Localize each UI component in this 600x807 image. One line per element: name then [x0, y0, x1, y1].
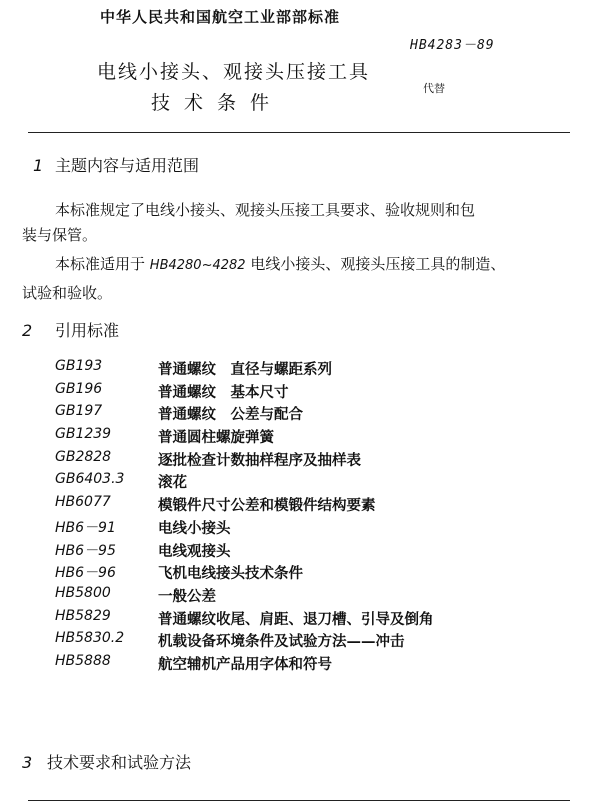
section-heading-1: [33, 153, 199, 176]
document-title-line-1: 电线小接头、观接头压接工具: [97, 61, 371, 83]
reference-title: 航空辅机产品用字体和符号: [158, 655, 332, 673]
reference-title: 逐批检查计数抽样程序及抽样表: [158, 451, 361, 469]
paragraph-text: 电线小接头、观接头压接工具的制造、: [250, 255, 506, 273]
standard-code: HB4283－89: [410, 38, 495, 53]
section-title: 引用标准: [55, 321, 120, 340]
reference-title: 电线小接头: [158, 519, 231, 537]
reference-code: HB6－96: [55, 565, 116, 582]
issuing-organization: 中华人民共和国航空工业部部标准: [100, 8, 341, 26]
reference-code: HB5888: [55, 652, 111, 669]
reference-title: 飞机电线接头技术条件: [158, 565, 303, 583]
reference-code: GB193: [55, 358, 103, 374]
reference-code: HB6－95: [55, 542, 116, 559]
section-number: 2: [22, 321, 33, 340]
header-divider: [28, 132, 570, 133]
paragraph-1-line-1: 本标准规定了电线小接头、观接头压接工具要求、验收规则和包: [55, 201, 476, 219]
standard-range-code: HB4280~4282: [149, 258, 246, 273]
section-title: 主题内容与适用范围: [55, 156, 200, 175]
paragraph-2-line-1: [55, 250, 505, 280]
reference-title: 普通螺纹 基本尺寸: [158, 383, 289, 401]
reference-title: 普通螺纹 公差与配合: [158, 406, 303, 424]
reference-code: GB1239: [55, 426, 112, 443]
reference-code: HB6077: [55, 494, 111, 511]
section-heading-3: [22, 750, 191, 773]
paragraph-2-line-2: 试验和验收。: [22, 284, 113, 302]
reference-title: 电线观接头: [158, 542, 231, 560]
document-title-line-2: 技术条件: [151, 92, 284, 114]
reference-code: GB197: [55, 403, 103, 420]
reference-code: HB6－91: [55, 519, 116, 536]
section-heading-2: [22, 318, 119, 341]
reference-title: 机载设备环境条件及试验方法——冲击: [158, 633, 405, 651]
reference-title: 普通螺纹 直径与螺距系列: [158, 361, 332, 378]
reference-title: 一般公差: [158, 587, 216, 605]
reference-code: HB5800: [55, 584, 111, 601]
section-number: 3: [22, 753, 33, 772]
footer-divider: [28, 800, 570, 801]
replaces-label: 代替: [423, 82, 445, 95]
section-title: 技术要求和试验方法: [47, 753, 192, 772]
section-number: 1: [33, 156, 44, 175]
reference-code: GB2828: [55, 448, 112, 465]
reference-title: 普通螺纹收尾、肩距、退刀槽、引导及倒角: [158, 610, 434, 628]
paragraph-1-line-2: 装与保管。: [22, 226, 98, 244]
reference-title: 模锻件尺寸公差和模锻件结构要素: [158, 497, 376, 515]
reference-code: GB6403.3: [55, 471, 125, 488]
reference-code: GB196: [55, 380, 103, 397]
reference-title: 普通圆柱螺旋弹簧: [158, 429, 274, 447]
reference-title: 滚花: [158, 474, 187, 492]
paragraph-text: 本标准适用于: [55, 255, 146, 273]
reference-code: HB5830.2: [55, 630, 125, 647]
reference-code: HB5829: [55, 607, 111, 624]
